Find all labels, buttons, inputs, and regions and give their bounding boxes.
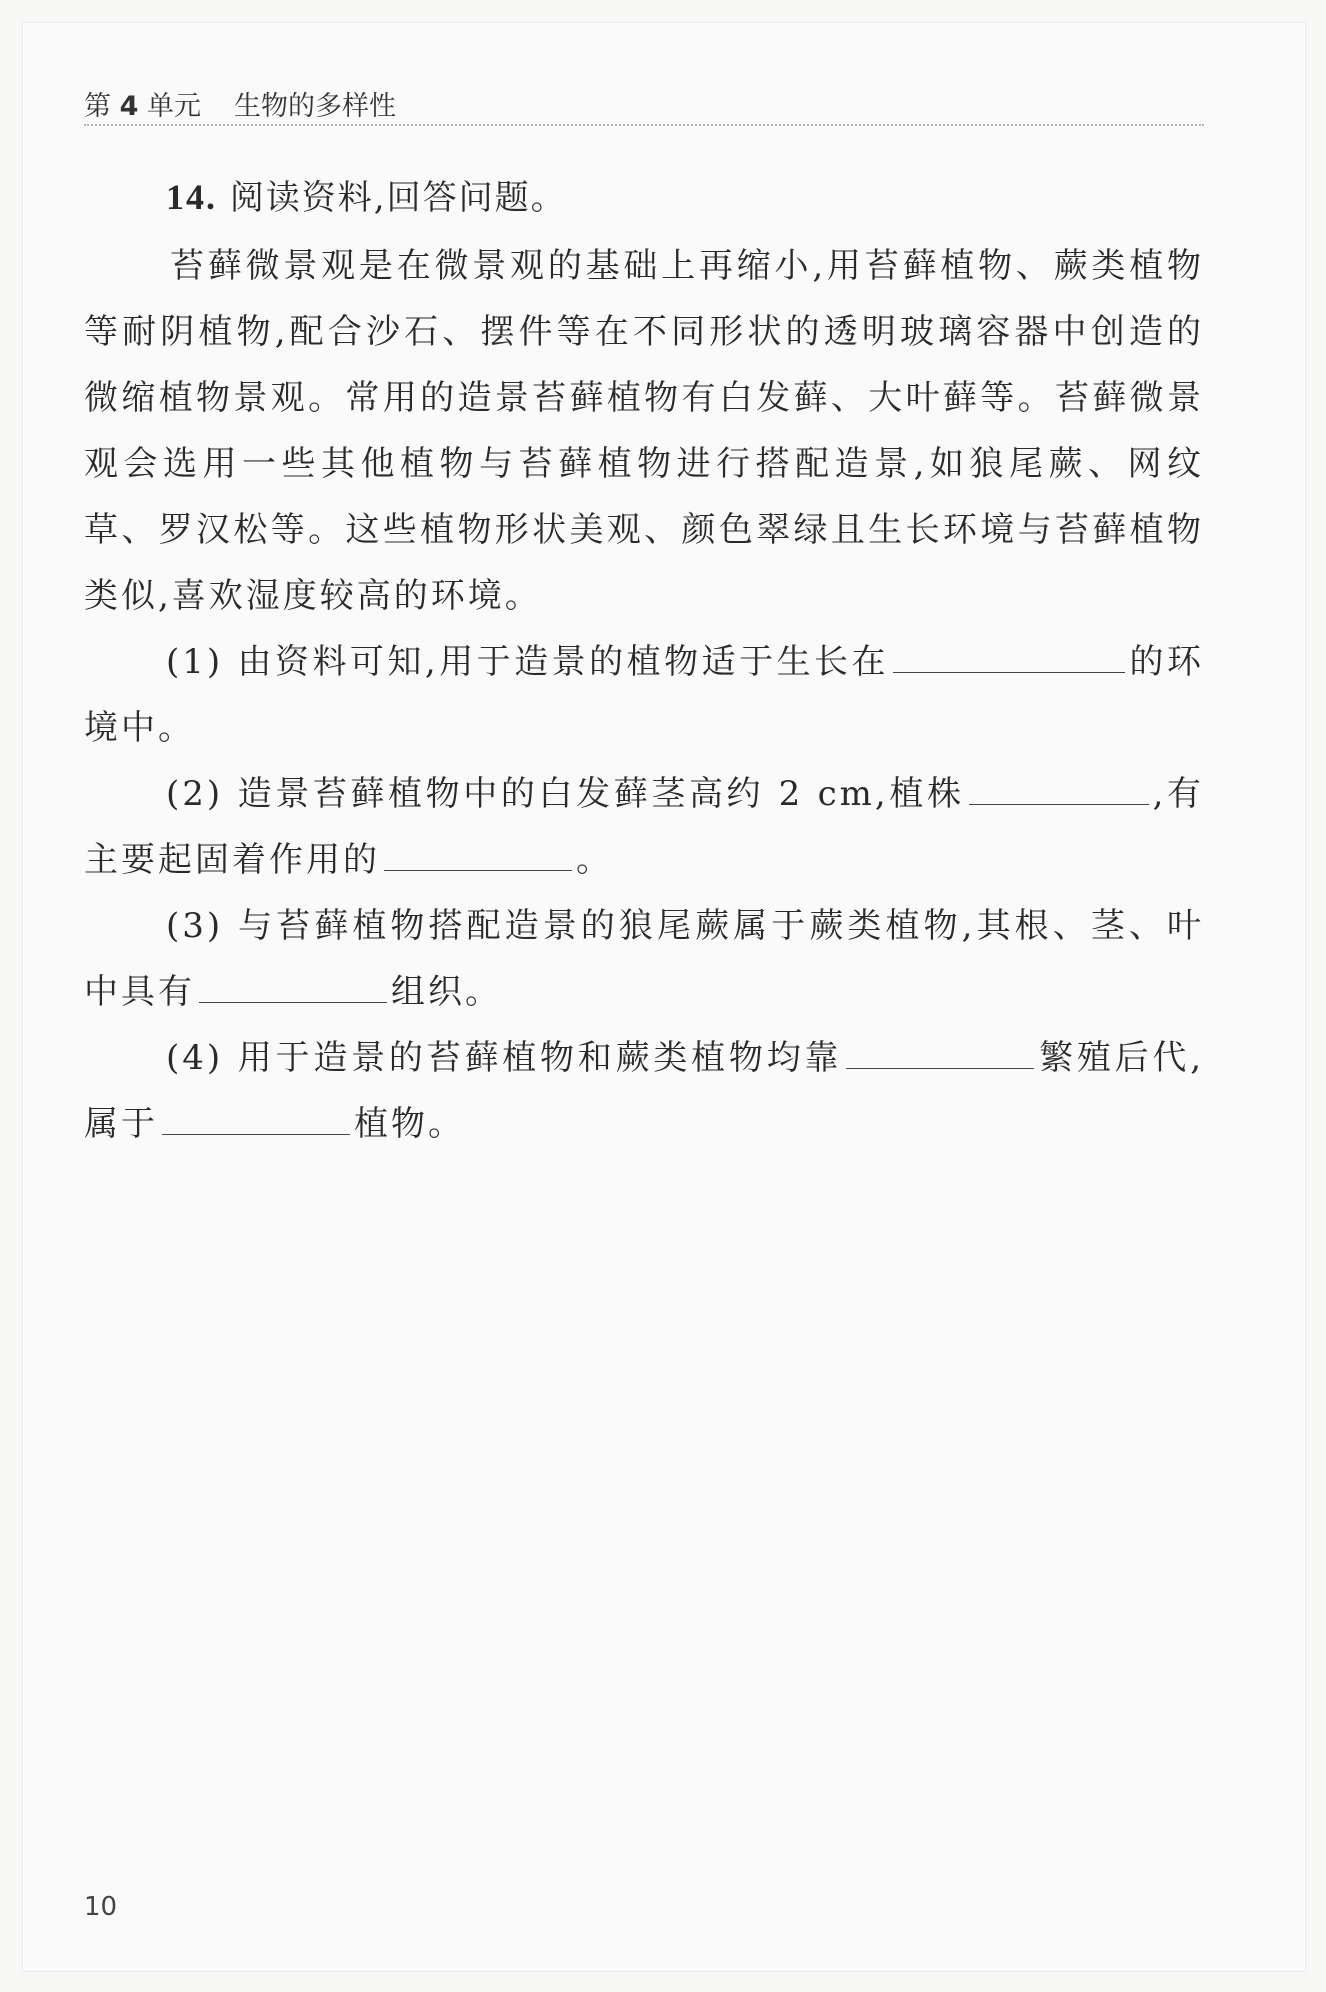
sub-question-2: (2) 造景苔藓植物中的白发藓茎高约 2 cm,植株 ,有主要起固着作用的 。 xyxy=(84,774,1205,880)
question-prompt: 阅读资料,回答问题。 xyxy=(229,178,567,218)
answer-blank[interactable] xyxy=(199,972,387,1003)
answer-blank[interactable] xyxy=(893,642,1125,673)
reading-passage: 苔藓微景观是在微景观的基础上再缩小,用苔藓植物、蕨类植物等耐阴植物,配合沙石、摆件等在不同形状的透明玻璃容器中创造的微缩植物景观。常用的造景苔藓植物有白发藓、大叶藓等。苔藓微景观会选用一些其他植物与苔藓植物进行搭配造景,如狼尾蕨、网纹草、罗汉松等。这些植物形状美观、颜色翠绿且生长环境与苔藓植物类似,喜欢湿度较高的环境。 xyxy=(84,246,1204,616)
answer-blank[interactable] xyxy=(162,1104,350,1135)
question-number: 14. xyxy=(166,177,217,217)
answer-blank[interactable] xyxy=(969,774,1149,805)
sub-question-4: (4) 用于造景的苔藓植物和蕨类植物均靠 繁殖后代,属于 植物。 xyxy=(84,1038,1204,1144)
page-number: 10 xyxy=(84,1892,118,1922)
answer-blank[interactable] xyxy=(384,840,572,871)
question-title xyxy=(84,164,1204,231)
sub-question-1: (1) 由资料可知,用于造景的植物适于生长在 的环境中。 xyxy=(84,642,1205,748)
running-header xyxy=(84,82,1204,126)
question-block xyxy=(84,164,1204,1157)
unit-label: 第 4 单元 xyxy=(84,91,201,122)
unit-topic: 生物的多样性 xyxy=(234,91,396,122)
sub-question-3: (3) 与苔藓植物搭配造景的狼尾蕨属于蕨类植物,其根、茎、叶中具有 组织。 xyxy=(84,906,1205,1012)
answer-blank[interactable] xyxy=(846,1038,1034,1069)
